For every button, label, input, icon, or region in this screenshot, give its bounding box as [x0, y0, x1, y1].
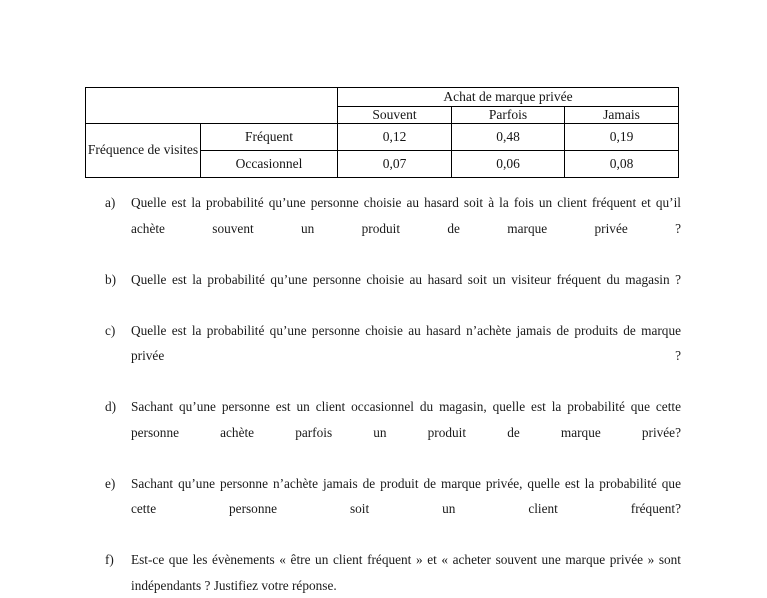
contingency-table: [85, 87, 679, 178]
list-item: [105, 190, 681, 267]
table-row-label-occasionnel: Occasionnel: [201, 150, 338, 177]
list-item: [105, 547, 681, 598]
question-label-d: d): [105, 399, 117, 415]
question-label-c: c): [105, 322, 116, 338]
table-cell-frequent-parfois: 0,48: [452, 123, 565, 150]
table-column-header-jamais: Jamais: [565, 107, 679, 124]
table-row-label-frequent: Fréquent: [201, 123, 338, 150]
question-text-a: Quelle est la probabilité qu’une personne choisie au hasard soit à la fois un client fréquent et qu’il achète souvent un produit de marque privée ?: [131, 195, 681, 236]
contingency-table-wrapper: [85, 87, 678, 178]
table-cell-occasionnel-souvent: 0,07: [338, 150, 452, 177]
question-text-b: Quelle est la probabilité qu’une personne choisie au hasard soit un visiteur fréquent du magasin ?: [131, 271, 681, 287]
list-item: [105, 394, 681, 471]
list-item: [105, 267, 681, 318]
list-item: [105, 471, 681, 548]
question-label-e: e): [105, 475, 116, 491]
list-item: [105, 318, 681, 395]
table-header-row-group: [86, 88, 679, 107]
table-cell-frequent-jamais: 0,19: [565, 123, 679, 150]
table-cell-occasionnel-parfois: 0,06: [452, 150, 565, 177]
question-text-d: Sachant qu’une personne est un client occasionnel du magasin, quelle est la probabilité que cette personne achète parfois un produit de marque privée?: [131, 399, 681, 440]
question-label-f: f): [105, 552, 114, 568]
table-corner-cell: [86, 88, 338, 107]
question-text-c: Quelle est la probabilité qu’une personne choisie au hasard n’achète jamais de produits de marque privée ?: [131, 322, 681, 364]
questions-list: [105, 190, 681, 598]
table-row-group-label: Fréquence de visites: [86, 123, 201, 177]
table-cell-occasionnel-jamais: 0,08: [565, 150, 679, 177]
table-group-header: Achat de marque privée: [338, 88, 679, 107]
table-cell-frequent-souvent: 0,12: [338, 123, 452, 150]
table-header-row-columns: [86, 107, 679, 124]
table-column-header-parfois: Parfois: [452, 107, 565, 124]
table-row: [86, 123, 679, 150]
question-text-f: Est-ce que les évènements « être un client fréquent » et « acheter souvent une marque privée » sont indépendants ? Justifiez votre réponse.: [131, 552, 681, 593]
question-text-e: Sachant qu’une personne n’achète jamais de produit de marque privée, quelle est la probabilité que cette personne soit un client fréquent?: [131, 475, 681, 517]
table-column-header-souvent: Souvent: [338, 107, 452, 124]
table-corner-cell-lower: [86, 107, 338, 124]
question-label-a: a): [105, 195, 116, 210]
question-label-b: b): [105, 271, 117, 287]
